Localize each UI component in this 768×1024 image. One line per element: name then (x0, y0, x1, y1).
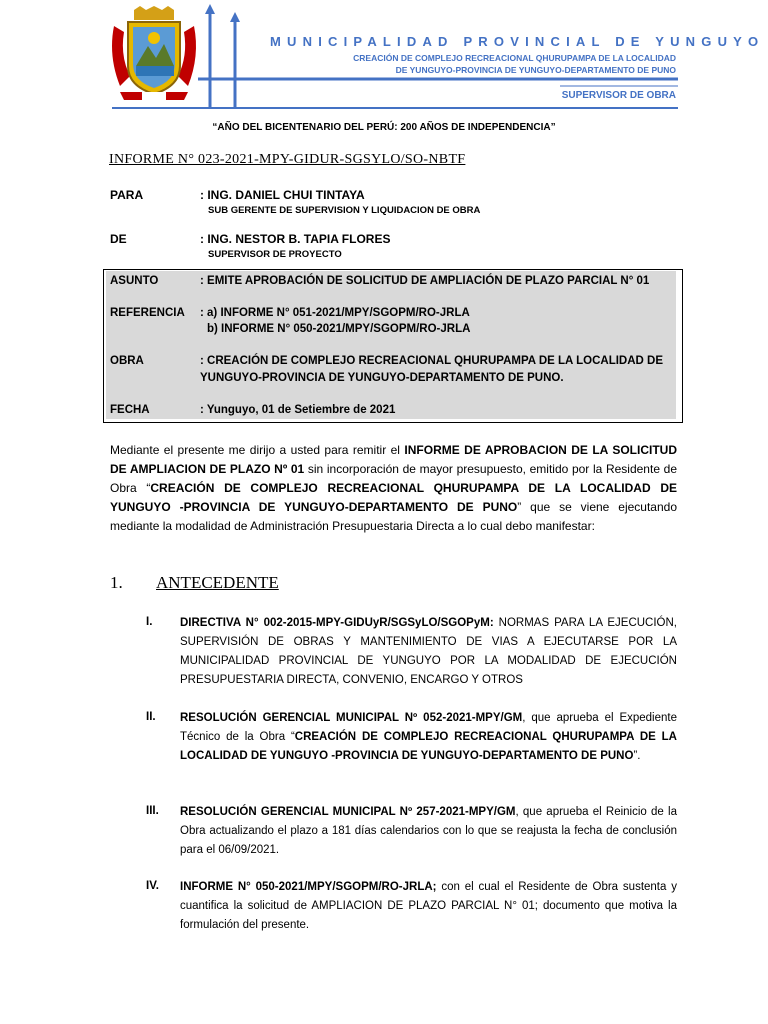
intro-text-3: ” que se viene ejecutando mediante la modalidad de Administración Presupuestaria Directa a lo cual debo manifestar: (110, 500, 677, 533)
antecedente-2-tail: ”. (633, 750, 641, 762)
antecedente-2 (180, 709, 677, 766)
header-role: SUPERVISOR DE OBRA (561, 90, 676, 101)
referencia-a: : a) INFORME N° 051-2021/MPY/SGOPM/RO-JRLA (200, 307, 470, 319)
intro-bold-2: CREACIÓN DE COMPLEJO RECREACIONAL QHURUPAMPA DE LA LOCALIDAD DE YUNGUYO -PROVINCIA DE YUNGUYO-DEPARTAMENTO DE PUNO (110, 481, 678, 514)
para-label: PARA (110, 188, 144, 202)
asunto-label: ASUNTO (110, 275, 159, 287)
antecedente-2-numeral: II. (146, 711, 156, 723)
antecedente-1-text: NORMAS PARA LA EJECUCIÓN, SUPERVISIÓN DE OBRAS Y MANTENIMIENTO DE VIAS A EJECUTARSE POR LA MUNICIPALIDAD PROVINCIAL DE YUNGUYO POR LA MODALIDAD DE EJECUCIÓN PRESUPUESTARIA DIRECTA, CONVENIO, ENCARGO Y OTROS (180, 617, 677, 686)
details-box (103, 269, 683, 423)
obra-value-2: YUNGUYO-PROVINCIA DE YUNGUYO-DEPARTAMENTO DE PUNO. (200, 372, 564, 384)
antecedente-1 (180, 614, 677, 690)
antecedente-4-bold: INFORME N° 050-2021/MPY/SGOPM/RO-JRLA; (180, 881, 437, 893)
de-position: SUPERVISOR DE PROYECTO (208, 249, 342, 260)
de-label: DE (110, 232, 127, 246)
referencia-b: b) INFORME N° 050-2021/MPY/SGOPM/RO-JRLA (207, 323, 471, 335)
antecedente-1-bold: DIRECTIVA N° 002-2015-MPY-GIDUyR/SGSyLO/SGOPyM: (180, 617, 494, 629)
asunto-value: : EMITE APROBACIÓN DE SOLICITUD DE AMPLIACIÓN DE PLAZO PARCIAL N° 01 (200, 275, 650, 287)
municipality-name: MUNICIPALIDAD PROVINCIAL DE YUNGUYO (270, 34, 765, 49)
section-number: 1. (110, 573, 123, 592)
intro-text-1: Mediante el presente me dirijo a usted para remitir el (110, 443, 405, 457)
section-heading (110, 573, 279, 593)
antecedente-1-numeral: I. (146, 616, 153, 628)
antecedente-4-text: con el cual el Residente de Obra sustenta y cuantifica la solicitud de AMPLIACION DE PLAZO PARCIAL N° 01; documento que motiva la formulación del presente. (180, 881, 677, 931)
fecha-value: : Yunguyo, 01 de Setiembre de 2021 (200, 404, 396, 416)
antecedente-4-numeral: IV. (146, 880, 160, 892)
header-project-line-2: DE YUNGUYO-PROVINCIA DE YUNGUYO-DEPARTAMENTO DE PUNO (395, 65, 676, 75)
obra-value-1: : CREACIÓN DE COMPLEJO RECREACIONAL QHURUPAMPA DE LA LOCALIDAD DE (200, 355, 663, 367)
header-project-line-1: CREACIÓN DE COMPLEJO RECREACIONAL QHURUPAMPA DE LA LOCALIDAD (353, 53, 676, 63)
referencia-label: REFERENCIA (110, 307, 185, 319)
antecedente-2-bold-2: CREACIÓN DE COMPLEJO RECREACIONAL QHURUPAMPA DE LA LOCALIDAD DE YUNGUYO -PROVINCIA DE YUNGUYO-DEPARTAMENTO DE PUNO (180, 731, 677, 762)
antecedente-3-numeral: III. (146, 805, 159, 817)
section-title: ANTECEDENTE (156, 573, 279, 592)
antecedente-4 (180, 878, 677, 935)
intro-text-2: sin incorporación de mayor presupuesto, emitido por la Residente de Obra “ (110, 462, 677, 495)
fecha-label: FECHA (110, 404, 150, 416)
antecedente-2-text: , que aprueba el Expediente Técnico de la Obra “ (180, 712, 677, 743)
intro-paragraph (110, 441, 677, 536)
de-name: : ING. NESTOR B. TAPIA FLORES (200, 232, 391, 246)
antecedente-3-bold: RESOLUCIÓN GERENCIAL MUNICIPAL Nº 257-2021-MPY/GM (180, 806, 516, 818)
para-position: SUB GERENTE DE SUPERVISION Y LIQUIDACION DE OBRA (208, 205, 481, 216)
header-project-name (353, 52, 676, 76)
intro-bold-1: INFORME DE APROBACION DE LA SOLICITUD DE AMPLIACION DE PLAZO Nº 01 (110, 443, 677, 476)
antecedente-3 (180, 803, 677, 860)
antecedente-3-text: , que aprueba el Reinicio de la Obra actualizando el plazo a 181 días calendarios con lo que se reajusta la fecha de conclusión para el 06/09/2021. (180, 806, 678, 856)
para-name: : ING. DANIEL CHUI TINTAYA (200, 188, 365, 202)
year-motto: “AÑO DEL BICENTENARIO DEL PERÚ: 200 AÑOS DE INDEPENDENCIA” (212, 122, 556, 133)
antecedente-2-bold: RESOLUCIÓN GERENCIAL MUNICIPAL Nº 052-2021-MPY/GM (180, 712, 523, 724)
obra-label: OBRA (110, 355, 144, 367)
informe-number: INFORME N° 023-2021-MPY-GIDUR-SGSYLO/SO-NBTF (109, 152, 466, 167)
municipal-coat-of-arms-icon (106, 6, 202, 104)
